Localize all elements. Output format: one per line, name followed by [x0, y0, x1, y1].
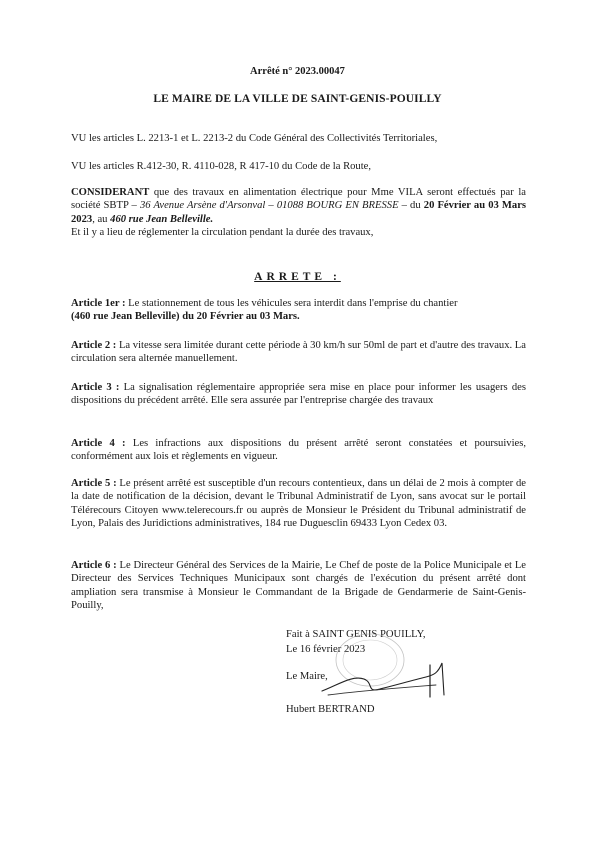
article-label: Article 3 :	[71, 382, 124, 393]
article-label: Article 5 :	[71, 478, 120, 489]
signature-date: Le 16 février 2023	[286, 644, 366, 655]
article-5	[71, 477, 526, 531]
considerant-text-1: que des travaux en alimentation électrique pour Mme VILA seront effectués par la société SBTP –	[71, 187, 526, 212]
signatory-name: Hubert BERTRAND	[286, 704, 375, 715]
article-text: Le Directeur Général des Services de la Mairie, Le Chef de poste de la Police Municipale et Le Directeur des Services Techniques Municipaux sont chargés de l'exécution du présent arrêté dont ampliation sera transmise à Monsieur le Commandant de la Brigade de Gendarmerie de Saint-Genis-Pouilly,	[71, 560, 526, 612]
article-text: Le stationnement de tous les véhicules sera interdit dans l'emprise du chantier	[128, 298, 458, 309]
article-text: Le présent arrêté est susceptible d'un recours contentieux, dans un délai de 2 mois à compter de la date de notification de la décision, devant le Tribunal Administratif de Lyon, sans avocat sur le portail Télérecours Citoyen www.telerecours.fr ou auprès de Monsieur le Président du Tribunal administratif de Lyon, Palais des Juridictions administratives, 184 rue Duguesclin 69433 Lyon Cedex 03.	[71, 478, 526, 530]
article-1	[71, 297, 526, 324]
article-6	[71, 559, 526, 613]
considerant-label: CONSIDERANT	[71, 187, 150, 198]
signature-role: Le Maire,	[286, 671, 328, 682]
article-4	[71, 437, 526, 464]
article-3	[71, 381, 526, 408]
considerant-paragraph	[71, 186, 526, 240]
article-label: Article 6 :	[71, 560, 120, 571]
handwritten-signature	[318, 655, 458, 705]
article-label: Article 1er :	[71, 298, 129, 309]
article-text: Les infractions aux dispositions du présent arrêté seront constatées et poursuivies, conformément aux lois et règlements en vigueur.	[71, 438, 526, 463]
article-1-location-dates: (460 rue Jean Belleville) du 20 Février au 03 Mars.	[71, 311, 300, 323]
article-label: Article 4 :	[71, 438, 133, 449]
article-2	[71, 339, 526, 366]
arrete-heading: ARRETE :	[254, 271, 341, 283]
vu-paragraph-1: VU les articles L. 2213-1 et L. 2213-2 du Code Général des Collectivités Territoriales,	[71, 133, 438, 144]
article-text: La vitesse sera limitée durant cette période à 30 km/h sur 50ml de part et d'autre des travaux. La circulation sera alternée manuellement.	[71, 340, 526, 365]
works-location: 460 rue Jean Belleville.	[110, 213, 214, 225]
considerant-text-4: Et il y a lieu de réglementer la circulation pendant la durée des travaux,	[71, 227, 374, 239]
company-address: 36 Avenue Arsène d'Arsonval – 01088 BOURG EN BRESSE –	[139, 200, 407, 212]
works-dates: 20 Février au 03 Mars 2023	[71, 200, 527, 225]
article-text: La signalisation réglementaire appropriée sera mise en place pour informer les usagers des dispositions du précédent arrêté. Elle sera assurée par l'entreprise chargée des travaux	[71, 382, 526, 407]
page-title: LE MAIRE DE LA VILLE DE SAINT-GENIS-POUILLY	[153, 93, 442, 105]
signature-place: Fait à SAINT GENIS POUILLY,	[286, 629, 426, 640]
considerant-text-2: du	[406, 200, 424, 212]
decree-number: Arrêté n° 2023.00047	[250, 66, 345, 77]
vu-paragraph-2: VU les articles R.412-30, R. 4110-028, R 417-10 du Code de la Route,	[71, 161, 372, 172]
considerant-text-3: , au	[92, 213, 111, 225]
article-label: Article 2 :	[71, 340, 119, 351]
